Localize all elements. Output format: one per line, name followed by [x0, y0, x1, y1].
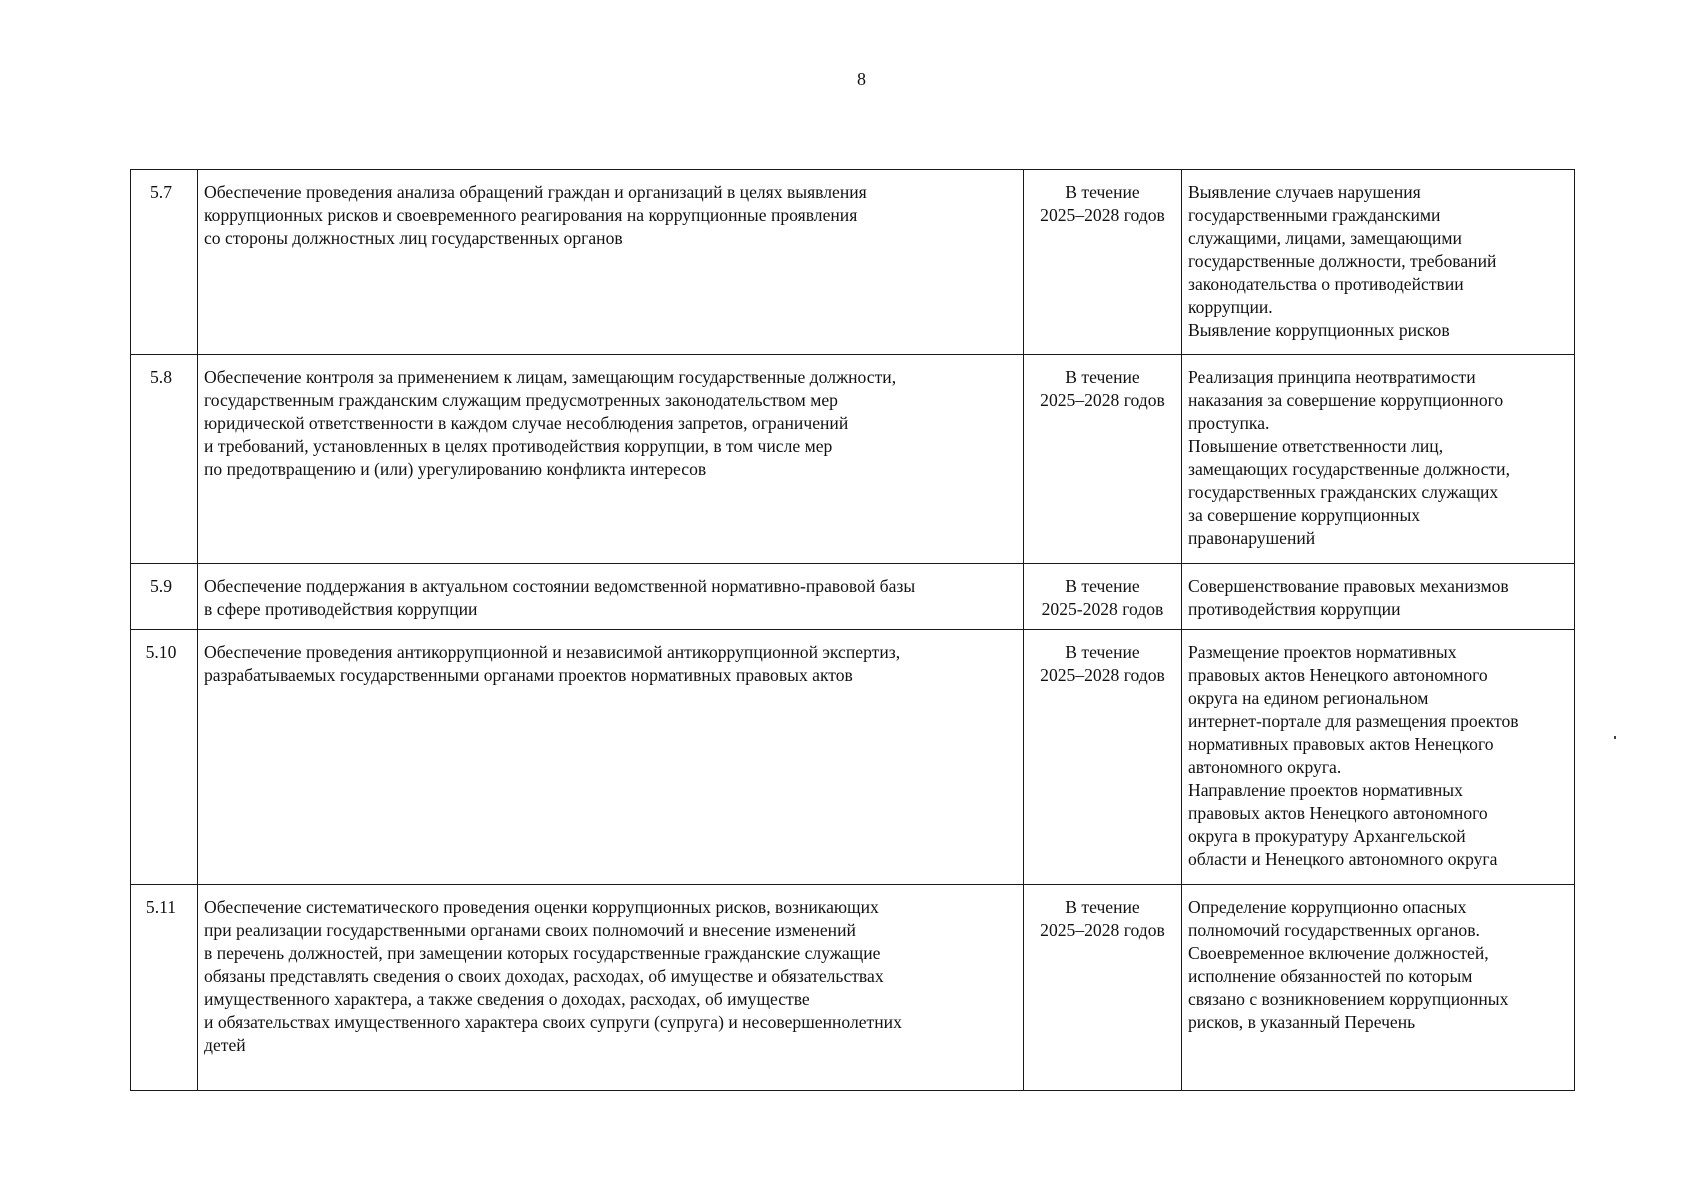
expected-result: Реализация принципа неотвратимости наказания за совершение коррупционного проступка. Повышение ответственности лиц, замещающих государственные должности, государственных гражданских служащих за совершение коррупционных правонарушений — [1182, 355, 1575, 564]
table-row — [131, 564, 1575, 630]
measure-description: Обеспечение проведения антикоррупционной и независимой антикоррупционной экспертиз, разрабатываемых государственными органами проектов нормативных правовых актов — [198, 630, 1024, 885]
measure-description: Обеспечение контроля за применением к лицам, замещающим государственные должности, государственным гражданским служащим предусмотренных законодательством мер юридической ответственности в каждом случае несоблюдения запретов, ограничений и требований, установленных в целях противодействия коррупции, в том числе мер по предотвращению и (или) урегулированию конфликта интересов — [198, 355, 1024, 564]
item-number: 5.11 — [131, 885, 198, 1091]
measure-description: Обеспечение систематического проведения оценки коррупционных рисков, возникающих при реализации государственными органами своих полномочий и внесение изменений в перечень должностей, при замещении которых государственные гражданские служащие обязаны представлять сведения о своих доходах, расходах, об имуществе и обязательствах имущественного характера, а также сведения о доходах, расходах, об имуществе и обязательствах имущественного характера своих супруги (супруга) и несовершеннолетних детей — [198, 885, 1024, 1091]
table-row — [131, 885, 1575, 1091]
execution-term: В течение 2025-2028 годов — [1024, 564, 1182, 630]
table-row — [131, 170, 1575, 355]
table-row — [131, 630, 1575, 885]
item-number: 5.8 — [131, 355, 198, 564]
execution-term: В течение 2025–2028 годов — [1024, 630, 1182, 885]
page-number: 8 — [857, 69, 866, 89]
measures-table — [130, 169, 1575, 1091]
scan-speck — [1614, 736, 1616, 739]
expected-result: Размещение проектов нормативных правовых актов Ненецкого автономного округа на едином региональном интернет-портале для размещения проектов нормативных правовых актов Ненецкого автономного округа. Направление проектов нормативных правовых актов Ненецкого автономного округа в прокуратуру Архангельской области и Ненецкого автономного округа — [1182, 630, 1575, 885]
execution-term: В течение 2025–2028 годов — [1024, 170, 1182, 355]
table-row — [131, 355, 1575, 564]
measure-description: Обеспечение проведения анализа обращений граждан и организаций в целях выявления коррупционных рисков и своевременного реагирования на коррупционные проявления со стороны должностных лиц государственных органов — [198, 170, 1024, 355]
measure-description: Обеспечение поддержания в актуальном состоянии ведомственной нормативно-правовой базы в сфере противодействия коррупции — [198, 564, 1024, 630]
item-number: 5.10 — [131, 630, 198, 885]
execution-term: В течение 2025–2028 годов — [1024, 885, 1182, 1091]
execution-term: В течение 2025–2028 годов — [1024, 355, 1182, 564]
item-number: 5.7 — [131, 170, 198, 355]
expected-result: Выявление случаев нарушения государственными гражданскими служащими, лицами, замещающими государственные должности, требований законодательства о противодействии коррупции. Выявление коррупционных рисков — [1182, 170, 1575, 355]
expected-result: Определение коррупционно опасных полномочий государственных органов. Своевременное включение должностей, исполнение обязанностей по которым связано с возникновением коррупционных рисков, в указанный Перечень — [1182, 885, 1575, 1091]
item-number: 5.9 — [131, 564, 198, 630]
expected-result: Совершенствование правовых механизмов противодействия коррупции — [1182, 564, 1575, 630]
